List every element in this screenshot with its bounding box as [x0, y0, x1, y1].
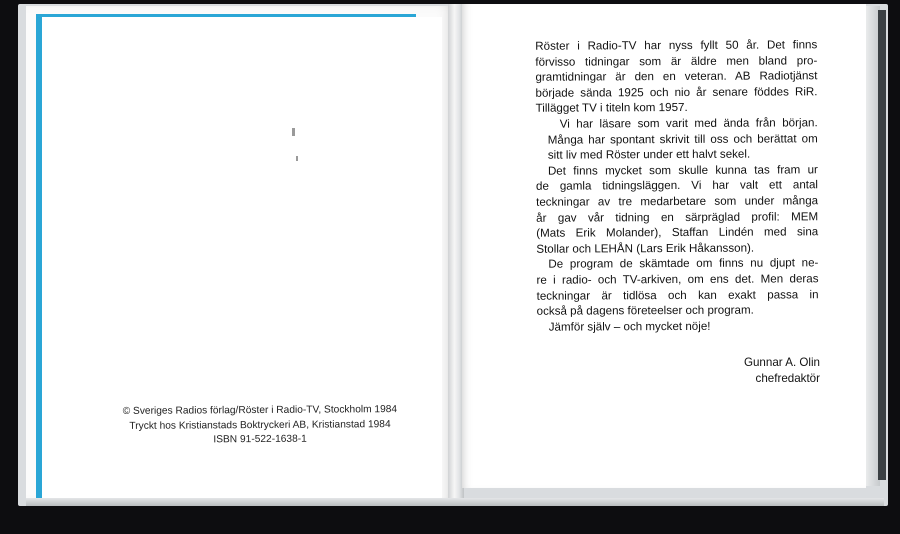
paragraph-3 [536, 162, 818, 257]
text-line: också på dagens företeelser och program. [536, 303, 754, 318]
text-line: teckningar av tre medarbetare som under många [536, 194, 819, 209]
text-line: teckningar är tidlösa och kan exakt passa in [536, 287, 819, 303]
print-smudge [292, 128, 295, 136]
text-line: år gav vår tidning en särpräglad profil: MEM [536, 209, 819, 225]
text-line: Många har spontant skrivit till oss och berättat om [547, 131, 818, 147]
text-line: Jämför själv – och mycket nöje! [548, 319, 711, 334]
text-line: Stollar och LEHÅN (Lars Erik Håkansson). [536, 241, 755, 256]
text-line: förvisso tidningar som är äldre men bland pro- [535, 53, 818, 69]
cover-edge [878, 10, 886, 480]
text-line: sitt liv med Röster under ett halvt sekel. [547, 147, 751, 162]
paragraph-2 [536, 115, 818, 163]
text-line: re i radio- och TV-arkiven, om ens det. Men deras [536, 272, 819, 287]
paragraph-5 [537, 318, 819, 335]
copyright-imprint [110, 403, 410, 449]
text-line: Tillägget TV i titeln kom 1957. [535, 101, 688, 116]
text-line: Röster i Radio-TV har nyss fyllt 50 år. Det finns [535, 38, 818, 53]
text-line: började sända 1925 och nio år senare föddes RiR. [535, 85, 818, 100]
signature-title: chefredaktör [755, 371, 820, 385]
imprint-isbn-line: ISBN 91-522-1638-1 [213, 433, 307, 446]
signature-block [700, 355, 820, 386]
signature-name: Gunnar A. Olin [743, 356, 820, 369]
imprint-printer-line: Tryckt hos Kristianstads Boktryckeri AB, Kristianstad 1984 [129, 418, 391, 432]
text-line: Vi har läsare som varit med ända från början. [559, 116, 818, 131]
text-line: (Mats Erik Molander), Staffan Lindén med sina [536, 225, 819, 240]
paragraph-4 [536, 256, 818, 320]
text-line: Det finns mycket som skulle kunna tas fram ur [547, 163, 818, 178]
paragraph-1 [535, 37, 817, 116]
text-line: De program de skämtade om finns nu djupt ne- [548, 256, 819, 271]
text-line: gramtidningar är den en veteran. AB Radiotjänst [535, 69, 818, 84]
imprint-copyright-line: © Sveriges Radios förlag/Röster i Radio-TV, Stockholm 1984 [122, 404, 398, 417]
foreword-text [535, 37, 819, 335]
bottom-page-edges [26, 498, 884, 506]
print-smudge [296, 156, 298, 161]
text-line: de gamla tidningsläggen. Vi har valt ett antal [535, 178, 819, 194]
